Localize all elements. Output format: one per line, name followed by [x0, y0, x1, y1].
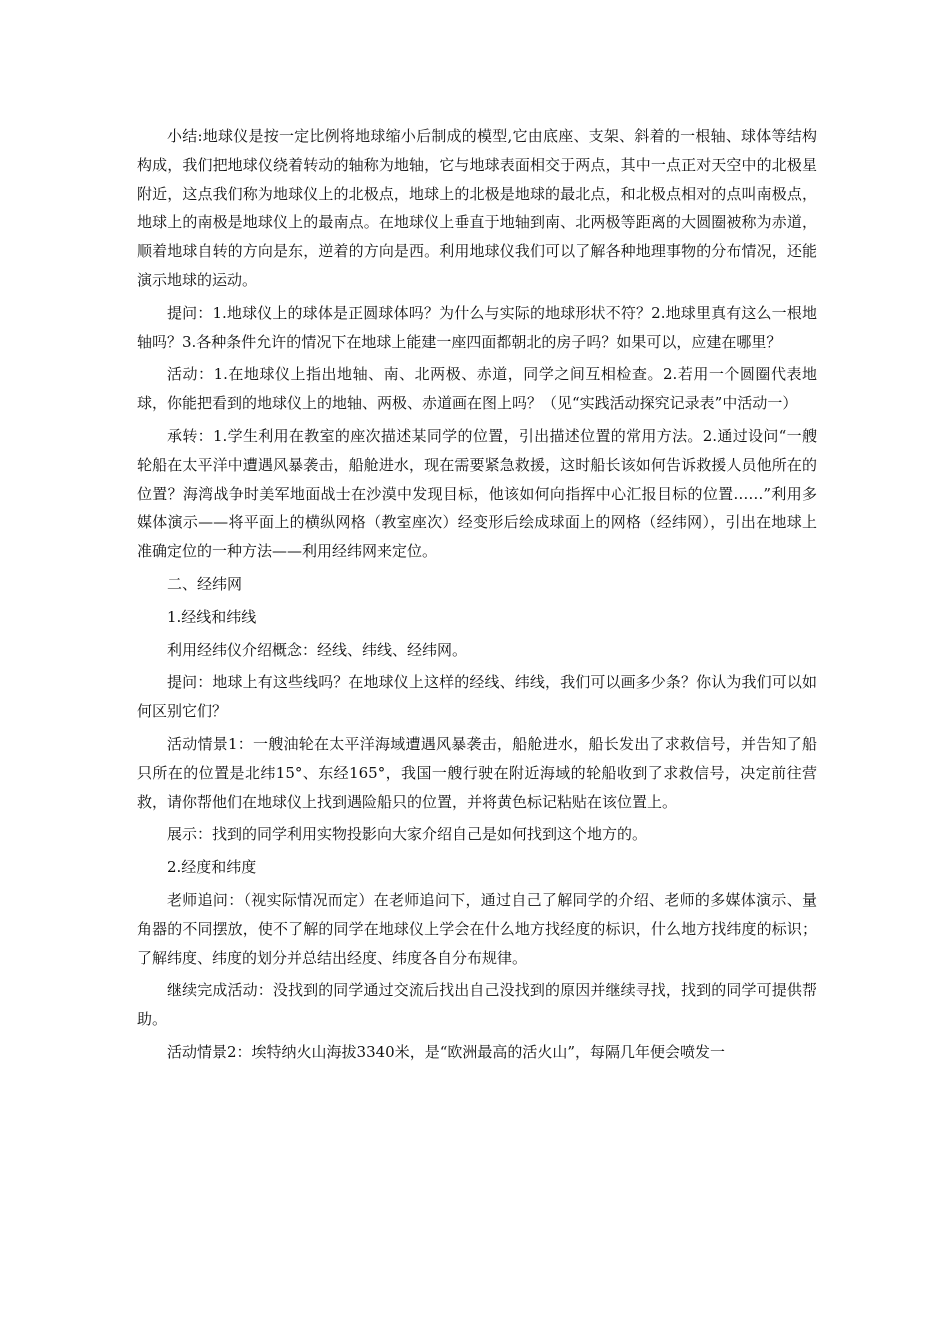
section-heading-graticule: 二、经纬网: [167, 574, 243, 593]
subheading-meridians-parallels: 1.经线和纬线: [167, 607, 257, 626]
paragraph-concepts: 利用经纬仪介绍概念：经线、纬线、经纬网。: [167, 640, 468, 659]
paragraph-scenario-1: 活动情景1：一艘油轮在太平洋海域遭遇风暴袭击，船舱进水，船长发出了求救信号，并告知了船只所在的位置是北纬15°、东经165°，我国一艘行驶在附近海域的轮船收到了求救信号，决定前往营救，请你帮他们在地球仪上找到遇险船只的位置，并将黄色标记粘贴在该位置上。: [137, 734, 817, 811]
paragraph-scenario-2: 活动情景2：埃特纳火山海拔3340米，是“欧洲最高的活火山”，每隔几年便会喷发一: [167, 1042, 726, 1061]
paragraph-summary: 小结:地球仪是按一定比例将地球缩小后制成的模型,它由底座、支架、斜着的一根轴、球体等结构构成，我们把地球仪绕着转动的轴称为地轴，它与地球表面相交于两点，其中一点正对天空中的北极星附近，这点我们称为地球仪上的北极点，地球上的北极是地球的最北点，和北极点相对的点叫南极点，地球上的南极是地球仪上的最南点。在地球仪上垂直于地轴到南、北两极等距离的大圆圈被称为赤道，顺着地球自转的方向是东，逆着的方向是西。利用地球仪我们可以了解各种地理事物的分布情况，还能演示地球的运动。: [137, 127, 817, 289]
document-page: [137, 122, 817, 1071]
paragraph-question-2: 提问：地球上有这些线吗？在地球仪上这样的经线、纬线，我们可以画多少条？你认为我们可以如何区别它们？: [137, 673, 817, 721]
paragraph-teacher-followup: 老师追问：（视实际情况而定）在老师追问下，通过自己了解同学的介绍、老师的多媒体演示、量角器的不同摆放，使不了解的同学在地球仪上学会在什么地方找经度的标识，什么地方找纬度的标识；了解纬度、纬度的划分并总结出经度、纬度各自分布规律。: [137, 890, 817, 967]
paragraph-presentation: 展示：找到的同学利用实物投影向大家介绍自己是如何找到这个地方的。: [167, 825, 648, 844]
paragraph-question-1: 提问：1.地球仪上的球体是正圆球体吗？为什么与实际的地球形状不符？2.地球里真有这么一根地轴吗？3.各种条件允许的情况下在地球上能建一座四面都朝北的房子吗？如果可以，应建在哪里？: [137, 303, 817, 351]
paragraph-activity-1: 活动：1.在地球仪上指出地轴、南、北两极、赤道，同学之间互相检查。2.若用一个圆圈代表地球，你能把看到的地球仪上的地轴、两极、赤道画在图上吗？（见“实践活动探究记录表”中活动一）: [137, 365, 817, 413]
subheading-longitude-latitude: 2.经度和纬度: [167, 858, 257, 877]
paragraph-transition: 承转：1.学生利用在教室的座次描述某同学的位置，引出描述位置的常用方法。2.通过设问“一艘轮船在太平洋中遭遇风暴袭击，船舱进水，现在需要紧急救援，这时船长该如何告诉救援人员他所在的位置？海湾战争时美军地面战士在沙漠中发现目标，他该如何向指挥中心汇报目标的位置……”利用多媒体演示——将平面上的横纵网格（教室座次）经变形后绘成球面上的网格（经纬网），引出在地球上准确定位的一种方法——利用经纬网来定位。: [137, 426, 817, 561]
paragraph-continue-activity: 继续完成活动：没找到的同学通过交流后找出自己没找到的原因并继续寻找，找到的同学可提供帮助。: [137, 981, 817, 1029]
